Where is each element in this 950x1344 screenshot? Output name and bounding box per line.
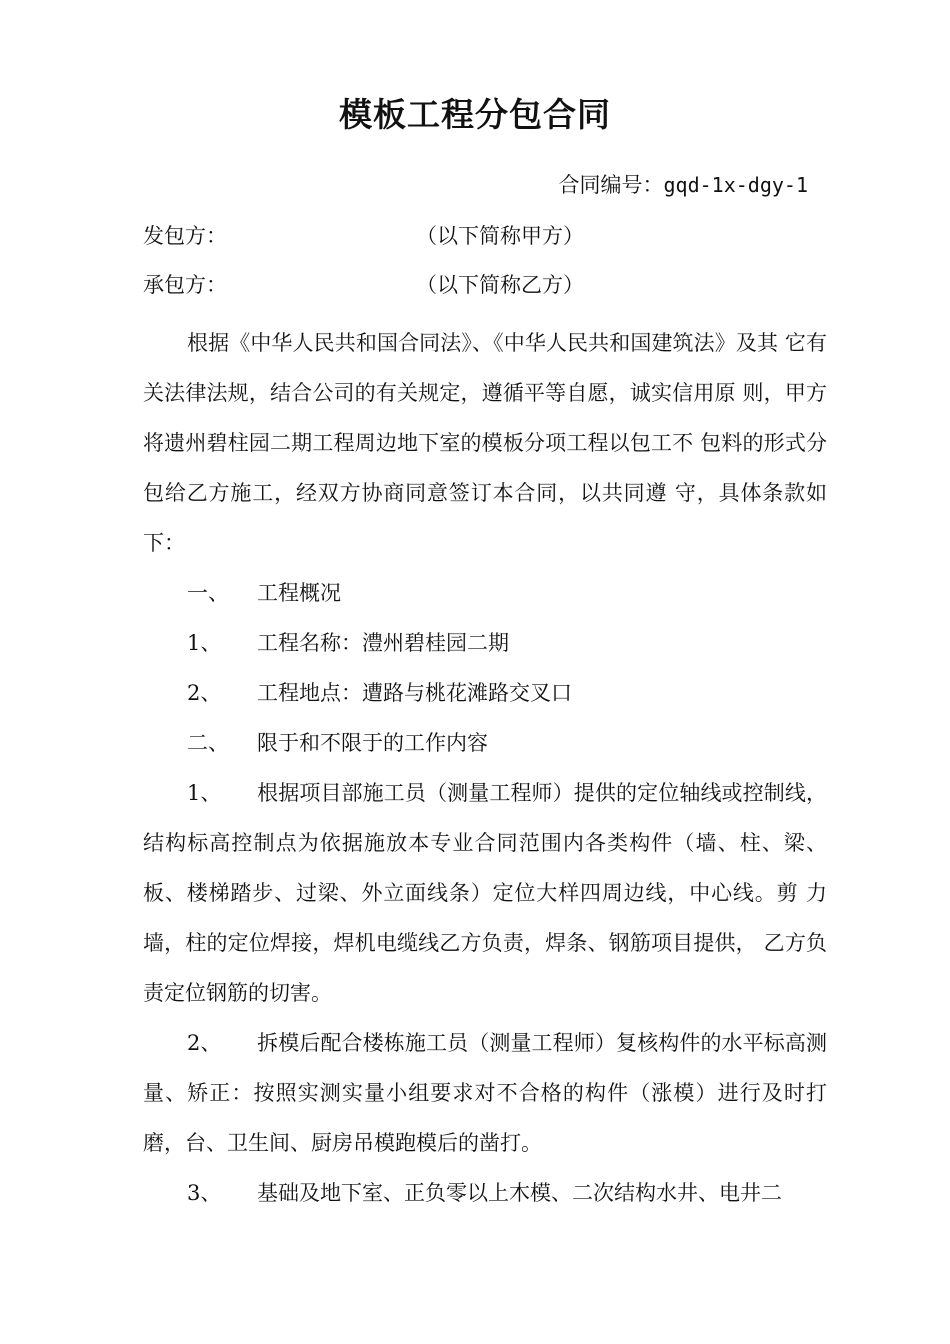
item-text: 根据项目部施工员（测量工程师）提供的定位轴线或控制线， 结构标高控制点为依据施放本专业合同范围内各类构件（墙、柱、梁、 板、楼梯踏步、过梁、外立面线条）定位大样四周边线，中心线。剪 力墙，柱的定位焊接，焊机电缆线乙方负责，焊条、钢筋项目提供， 乙方负责定位钢筋的切害。 <box>143 781 827 1005</box>
list-item <box>143 768 827 1018</box>
party-alias: （以下简称甲方） <box>416 224 584 248</box>
document-title: 模板工程分包合同 <box>339 95 611 134</box>
list-item <box>143 618 827 668</box>
section-title: 限于和不限于的工作内容 <box>257 731 488 755</box>
party-alias: （以下简称乙方） <box>416 273 584 297</box>
list-item <box>143 1018 827 1168</box>
party-role: 发包方： <box>143 224 227 248</box>
item-number: 2、 <box>187 681 222 705</box>
item-number: 2、 <box>187 1031 222 1055</box>
section-heading <box>143 718 827 768</box>
item-number: 1、 <box>187 631 222 655</box>
item-text: 工程名称：澧州碧桂园二期 <box>257 631 509 655</box>
item-text: 基础及地下室、正负零以上木模、二次结构水井、电井二 <box>257 1181 782 1205</box>
list-item <box>143 668 827 718</box>
section-heading <box>143 568 827 618</box>
contract-number-value: gqd-1x-dgy-1 <box>663 173 808 197</box>
section-title: 工程概况 <box>257 581 341 605</box>
party-role: 承包方： <box>143 273 227 297</box>
contract-body <box>143 318 827 1218</box>
item-number: 1、 <box>187 781 222 805</box>
section-number: 二、 <box>187 731 229 755</box>
item-text: 工程地点：遭路与桃花滩路交叉口 <box>257 681 572 705</box>
item-number: 3、 <box>187 1181 222 1205</box>
list-item <box>143 1168 827 1218</box>
contract-number <box>559 170 809 200</box>
section-number: 一、 <box>187 581 229 605</box>
contract-number-label: 合同编号： <box>558 173 664 197</box>
item-text: 拆模后配合楼栋施工员（测量工程师）复核构件的水平标高测 量、矫正：按照实测实量小组要求对不合格的构件（涨模）进行及时打 磨，台、卫生间、厨房吊模跑模后的凿打。 <box>143 1031 827 1155</box>
preamble-paragraph: 根据《中华人民共和国合同法》、《中华人民共和国建筑法》及其 它有关法律法规，结合公司的有关规定，遵循平等自愿，诚实信用原 则，甲方将遗州碧柱园二期工程周边地下室的模板分项工程以包工不 包料的形式分包给乙方施工，经双方协商同意签订本合同，以共同遵 守，具体条款如下： <box>143 331 827 555</box>
